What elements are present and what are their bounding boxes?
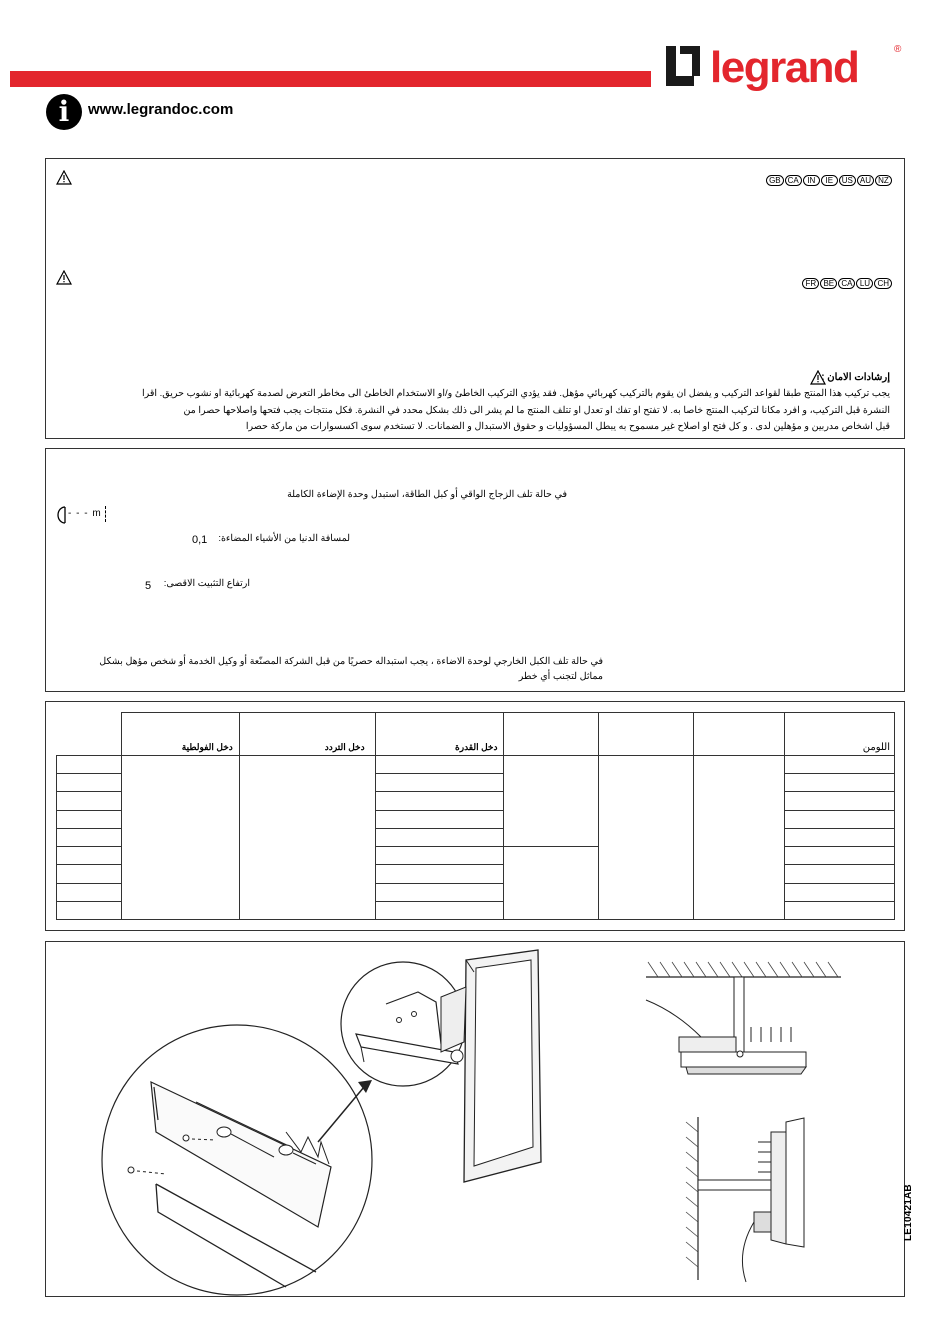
max-height-label: ارتفاع التثبيت الاقصى: bbox=[163, 578, 250, 589]
cable-damage-note-continued: مماثل لتجنب أي خطر bbox=[518, 671, 603, 682]
legrand-logo-mark bbox=[666, 46, 700, 86]
spec-header-cell bbox=[694, 713, 785, 756]
wall-mount-illustration bbox=[686, 1117, 804, 1282]
safety-title: إرشادات الامان : bbox=[821, 372, 890, 383]
country-code: LU bbox=[856, 278, 873, 289]
spec-cell bbox=[375, 756, 504, 774]
spec-header-cell bbox=[599, 713, 694, 756]
floodlight-illustration bbox=[441, 950, 541, 1182]
safety-text-line: قبل اشخاص مدربين و مؤهلين لدى . و كل فتح او اصلاح غير مسموح به يبطل المسؤوليات و حقوق الاستبدال و الضمانات. لا تستخدم سوى اكسسوارات من ماركة حصرا bbox=[245, 421, 890, 432]
warning-triangle-icon bbox=[810, 370, 826, 385]
country-code: US bbox=[839, 175, 856, 186]
registered-mark: ® bbox=[894, 44, 902, 55]
country-code: FR bbox=[802, 278, 819, 289]
website-link[interactable]: www.legrandoc.com bbox=[88, 101, 234, 118]
spec-header-row bbox=[57, 713, 895, 756]
spec-table bbox=[56, 712, 895, 920]
country-code: GB bbox=[766, 175, 784, 186]
min-distance-label: لمسافة الدنيا من الأشياء المضاءة: bbox=[218, 533, 350, 544]
spec-cell bbox=[694, 756, 785, 920]
glass-damage-note: في حالة تلف الزجاج الواقي أو كبل الطاقة، استبدل وحدة الإضاءة الكاملة bbox=[287, 489, 567, 500]
spec-header-cell: اللومن bbox=[785, 713, 895, 756]
spec-cell-voltage bbox=[121, 756, 239, 920]
legrand-wordmark: legrand bbox=[710, 43, 859, 92]
spec-header-cell bbox=[504, 713, 599, 756]
max-height-value: 5 bbox=[145, 580, 152, 592]
warning-triangle-icon bbox=[56, 170, 72, 185]
ceiling-mount-illustration bbox=[646, 962, 841, 1074]
spec-cell bbox=[599, 756, 694, 920]
spec-header-cell: دخل الفولطية bbox=[121, 713, 239, 756]
country-codes-row-2 bbox=[802, 278, 892, 289]
screw-detail-zoom bbox=[102, 1025, 372, 1295]
country-code: CA bbox=[838, 278, 855, 289]
spec-header-cell: دخل التردد bbox=[239, 713, 375, 756]
country-code: CA bbox=[785, 175, 802, 186]
document-code: LE10421AB bbox=[903, 1184, 914, 1241]
country-code: NZ bbox=[875, 175, 892, 186]
warning-triangle-icon bbox=[56, 270, 72, 285]
cable-damage-note: في حالة تلف الكبل الخارجي لوحدة الاضاءة ، يجب استبداله حصريًا من قبل الشركة المصنّعة أو وكيل الخدمة أو شخص مؤهل بشكل bbox=[99, 656, 603, 667]
country-code: AU bbox=[857, 175, 874, 186]
lamp-distance-icon bbox=[56, 506, 68, 524]
country-code: IE bbox=[821, 175, 838, 186]
spec-cell bbox=[57, 756, 122, 774]
installation-illustration bbox=[46, 942, 904, 1296]
safety-text-line: يجب تركيب هذا المنتج طبقا لقواعد التركيب و يفضل ان يقوم بالتركيب كهربائي مؤهل. فقد يؤدي التركيب الخاطئ و/او الاستخدام الخاطئ الى مخاطر التعرض لصدمة كهربائية او نشوب حريق. اقرا bbox=[141, 388, 890, 399]
spec-header-cell: دخل القدرة bbox=[375, 713, 504, 756]
legrand-logo bbox=[662, 36, 907, 102]
distance-target-mark bbox=[105, 506, 107, 522]
country-code: IN bbox=[803, 175, 820, 186]
spec-cell bbox=[785, 756, 895, 774]
country-code: CH bbox=[874, 278, 892, 289]
info-icon: i bbox=[46, 94, 82, 130]
distance-symbol: - - - m bbox=[68, 508, 102, 519]
header-red-bar bbox=[10, 71, 651, 87]
country-code: BE bbox=[820, 278, 837, 289]
spec-cell bbox=[504, 756, 599, 847]
min-distance-value: 0,1 bbox=[192, 534, 208, 546]
safety-text-line: النشرة قبل التركيب، و افرد مكانا لتركيب المنتج خاصا به. لا تفتح او تفك او تعدل او تتلف المنتج ما لم يشر الى ذلك بشكل محدد في النشرة. فكل منتجات يجب فتحها واصلاحها حصرا من bbox=[183, 405, 890, 416]
country-codes-row-1 bbox=[766, 175, 892, 186]
spec-row bbox=[57, 756, 895, 774]
spec-header-cell bbox=[57, 713, 122, 756]
spec-cell-frequency bbox=[239, 756, 375, 920]
